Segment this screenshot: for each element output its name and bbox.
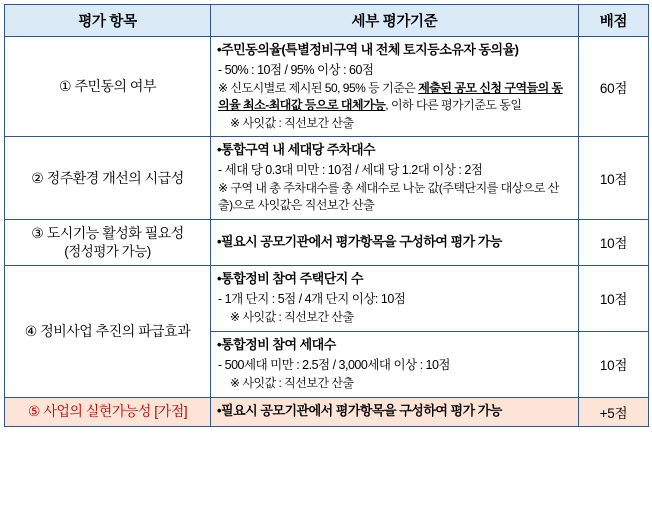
criteria-note: ※ 사잇값 : 직선보간 산출 [230, 375, 354, 390]
row-criteria-4b [211, 331, 579, 397]
row-item-label: ① 주민동의 여부 [59, 78, 156, 95]
criteria-sub: - 세대 당 0.3대 미만 : 10점 / 세대 당 1.2대 이상 : 2점 [218, 163, 483, 178]
row-item-label: ⑤ 사업의 실현가능성 [가점] [27, 403, 188, 420]
row-item-3 [5, 219, 211, 265]
criteria-sub: - 50% : 10점 / 95% 이상 : 60점 [218, 62, 374, 77]
row-item-2 [5, 137, 211, 220]
evaluation-criteria-table [4, 4, 649, 427]
row-criteria-5 [211, 397, 579, 426]
criteria-bullet: •필요시 공모기관에서 평가항목을 구성하여 평가 가능 [217, 402, 502, 418]
table-header-row [5, 5, 649, 37]
row-criteria-3 [211, 219, 579, 265]
criteria-bullet: •통합정비 참여 주택단지 수 [217, 271, 364, 287]
row-item-label: ② 정주환경 개선의 시급성 [31, 169, 184, 186]
row-score-5: +5점 [579, 397, 649, 426]
column-header-criteria: 세부 평가기준 [211, 5, 579, 37]
column-header-score: 배점 [579, 5, 649, 37]
table-row [5, 266, 649, 332]
note-pre: ※ 신도시별로 제시된 50, 95% 등 기준은 [218, 80, 419, 95]
table-row [5, 219, 649, 265]
row-item-label: ④ 정비사업 추진의 파급효과 [24, 322, 191, 339]
row-score-4b: 10점 [579, 331, 649, 397]
criteria-sub: - 500세대 미만 : 2.5점 / 3,000세대 이상 : 10점 [218, 357, 451, 372]
note-emphasis: 제출된 공모 신청 구역들의 동의율 최소-최대값 등으로 대체가능 [218, 80, 563, 112]
row-item-4 [5, 266, 211, 398]
criteria-note [217, 80, 572, 114]
row-score-4a: 10점 [579, 266, 649, 332]
criteria-sub: - 1개 단지 : 5점 / 4개 단지 이상: 10점 [218, 291, 406, 306]
table-row [5, 37, 649, 137]
table-row [5, 137, 649, 220]
criteria-bullet: •필요시 공모기관에서 평가항목을 구성하여 평가 가능 [217, 233, 502, 249]
note-post: , 이하 다른 평가기준도 동일 [385, 97, 522, 112]
criteria-note: ※ 구역 내 총 주차대수를 총 세대수로 나눈 값(주택단지를 대상으로 산출)으로 사잇값은 직선보간 산출 [218, 181, 559, 213]
table-row-highlighted [5, 397, 649, 426]
criteria-bullet: •통합정비 참여 세대수 [217, 336, 336, 352]
row-item-1 [5, 37, 211, 137]
row-criteria-2 [211, 137, 579, 220]
row-score-2: 10점 [579, 137, 649, 220]
criteria-note: ※ 사잇값 : 직선보간 산출 [230, 310, 354, 324]
criteria-bullet: •통합구역 내 세대당 주차대수 [217, 142, 376, 158]
table-header [5, 5, 649, 37]
criteria-bullet: •주민동의율(특별정비구역 내 전체 토지등소유자 동의율) [217, 42, 519, 57]
table-body [5, 37, 649, 427]
row-score-1: 60점 [579, 37, 649, 137]
row-criteria-4a [211, 266, 579, 332]
criteria-note-secondary: ※ 사잇값 : 직선보간 산출 [230, 115, 354, 130]
row-item-sublabel: (정성평가 가능) [64, 243, 151, 259]
column-header-item: 평가 항목 [5, 5, 211, 37]
row-item-5 [5, 397, 211, 426]
row-criteria-1 [211, 37, 579, 137]
row-item-label: ③ 도시기능 활성화 필요성 [31, 224, 184, 241]
row-score-3: 10점 [579, 219, 649, 265]
